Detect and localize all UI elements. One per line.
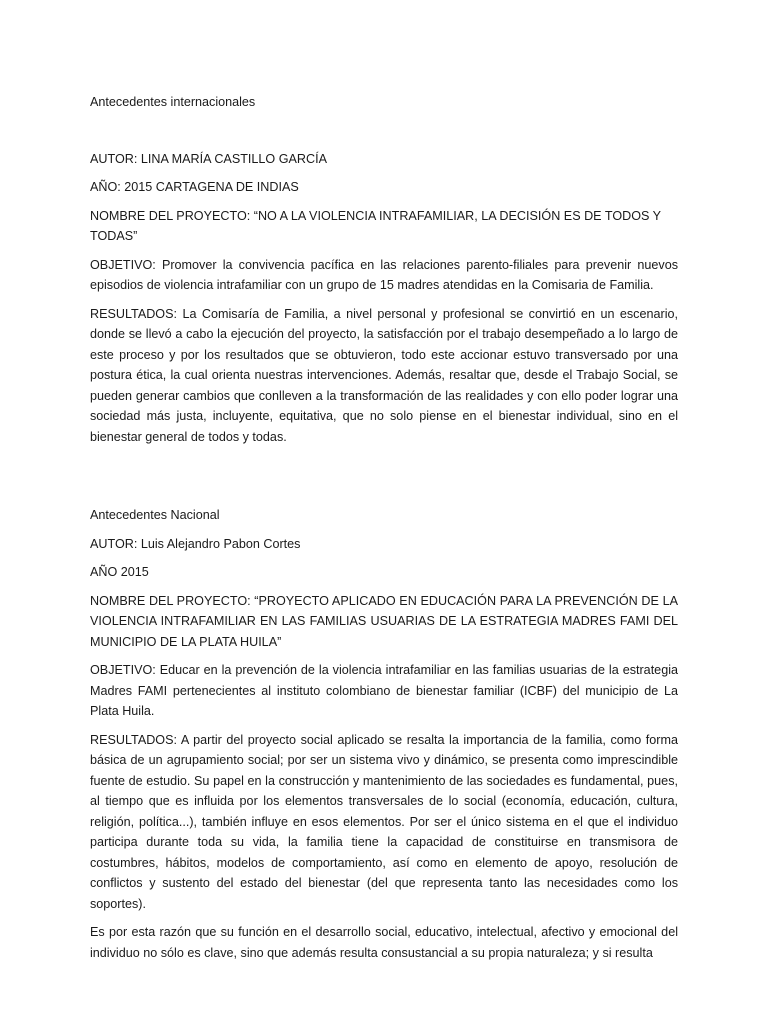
international-results: RESULTADOS: La Comisaría de Familia, a nivel personal y profesional se convirtió en un escenario, donde se llevó a cabo la ejecución del proyecto, la satisfacción por el trabajo desempeñado a lo largo de este proceso y por los resultados que se obtuvieron, todo este accionar estuvo transversado por una postura ética, la cual orienta nuestras intervenciones. Además, resaltar que, desde el Trabajo Social, se pueden generar cambios que conlleven a la transformación de las realidades y con ello poder lograr una sociedad más justa, incluyente, equitativa, que no solo piense en el bienestar individual, sino en el bienestar general de todos y todas. (90, 306, 678, 444)
international-objective: OBJETIVO: Promover la convivencia pacífica en las relaciones parento-filiales para prevenir nuevos episodios de violencia intrafamiliar con un grupo de 15 madres atendidas en la Comisaria de Familia. (90, 257, 678, 292)
document-body (90, 92, 678, 963)
national-continuation: Es por esta razón que su función en el desarrollo social, educativo, intelectual, afectivo y emocional del individuo no sólo es clave, sino que además resulta consustancial a su propia naturaleza; y si resulta (90, 925, 678, 960)
national-author: AUTOR: Luis Alejandro Pabon Cortes (90, 536, 301, 551)
national-objective: OBJETIVO: Educar en la prevención de la violencia intrafamiliar en las familias usuarias de la estrategia Madres FAMI pertenecientes al instituto colombiano de bienestar familiar (ICBF) del municipio de La Plata Huila. (90, 663, 678, 718)
international-heading: Antecedentes internacionales (90, 95, 256, 109)
national-project-name: NOMBRE DEL PROYECTO: “PROYECTO APLICADO EN EDUCACIÓN PARA LA PREVENCIÓN DE LA VIOLENCIA INTRAFAMILIAR EN LAS FAMILIAS USUARIAS DE LA ESTRATEGIA MADRES FAMI DEL MUNICIPIO DE LA PLATA HUILA” (90, 593, 678, 649)
international-year: AÑO: 2015 CARTAGENA DE INDIAS (90, 180, 299, 194)
national-year: AÑO 2015 (90, 565, 149, 579)
national-results: RESULTADOS: A partir del proyecto social aplicado se resalta la importancia de la familia, como forma básica de un agrupamiento social; por ser un sistema vivo y dinámico, se presenta como imprescindible fuente de estudio. Su papel en la construcción y mantenimiento de las sociedades es fundamental, pues, al tiempo que es influida por los elementos transversales de lo social (economía, educación, cultura, religión, política...), también influye en esos elementos. Por ser el único sistema en el que el individuo participa durante toda su vida, la familia tiene la capacidad de constituirse en transmisora de costumbres, hábitos, modelos de comportamiento, así como en elemento de apoyo, resolución de conflictos y sustento del estado del bienestar (del que representa tanto las necesidades como los soportes). (90, 732, 678, 911)
national-heading: Antecedentes Nacional (90, 508, 220, 522)
international-project-name: NOMBRE DEL PROYECTO: “NO A LA VIOLENCIA INTRAFAMILIAR, LA DECISIÓN ES DE TODOS Y TODAS” (90, 208, 661, 243)
international-author: AUTOR: LINA MARÍA CASTILLO GARCÍA (90, 151, 328, 166)
